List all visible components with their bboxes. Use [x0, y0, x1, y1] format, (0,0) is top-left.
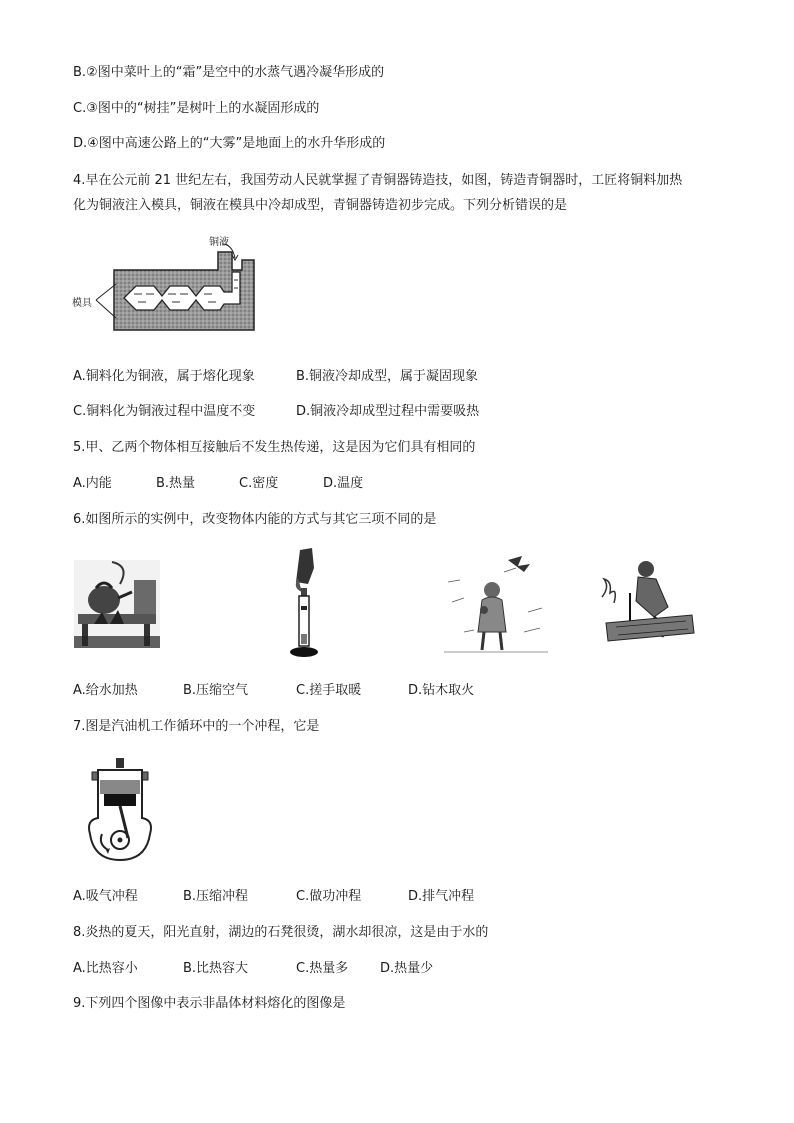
q7-option-a: A.吸气冲程	[73, 889, 138, 904]
q4-figure-label-liquid: 铜液	[209, 237, 229, 248]
q6-figure-compressing-air	[282, 548, 326, 660]
q7-option-d: D.排气冲程	[408, 889, 475, 904]
q7-engine-figure	[84, 758, 156, 862]
q5-option-a: A.内能	[73, 476, 112, 491]
q5-stem: 5.甲、乙两个物体相互接触后不发生热传递，这是因为它们具有相同的	[73, 440, 476, 455]
q8-option-d: D.热量少	[380, 961, 434, 976]
q4-option-a: A.铜料化为铜液，属于熔化现象	[73, 369, 255, 384]
q8-option-a: A.比热容小	[73, 961, 138, 976]
q4-stem-line2: 化为铜液注入模具，铜液在模具中冷却成型，青铜器铸造初步完成。下列分析错误的是	[73, 198, 568, 213]
q4-option-b: B.铜液冷却成型，属于凝固现象	[296, 369, 479, 384]
q4-option-c: C.铜料化为铜液过程中温度不变	[73, 404, 256, 419]
q7-stem: 7.图是汽油机工作循环中的一个冲程，它是	[73, 719, 320, 734]
q6-stem: 6.如图所示的实例中，改变物体内能的方式与其它三项不同的是	[73, 512, 437, 527]
q8-stem: 8.炎热的夏天，阳光直射，湖边的石凳很烫，湖水却很凉，这是由于水的	[73, 925, 489, 940]
q8-option-b: B.比热容大	[183, 961, 249, 976]
q4-mold-figure	[72, 230, 262, 340]
q6-figure-drilling-wood	[596, 557, 696, 649]
q6-option-d: D.钻木取火	[408, 683, 475, 698]
q6-option-c: C.搓手取暖	[296, 683, 362, 698]
q5-option-d: D.温度	[323, 476, 364, 491]
q6-option-a: A.给水加热	[73, 683, 138, 698]
q3-option-c: C.③图中的“树挂”是树叶上的水凝固形成的	[73, 101, 320, 116]
q3-option-b: B.②图中菜叶上的“霜”是空中的水蒸气遇冷凝华形成的	[73, 65, 385, 80]
q6-figure-rubbing-hands	[444, 552, 548, 656]
q6-figure-heating-water	[74, 560, 160, 648]
q4-figure-label-mold: 模具	[72, 298, 92, 309]
q6-option-b: B.压缩空气	[183, 683, 249, 698]
q3-option-d: D.④图中高速公路上的“大雾”是地面上的水升华形成的	[73, 136, 386, 151]
q7-option-b: B.压缩冲程	[183, 889, 249, 904]
q7-option-c: C.做功冲程	[296, 889, 362, 904]
q8-option-c: C.热量多	[296, 961, 349, 976]
q4-stem-line1: 4.早在公元前 21 世纪左右，我国劳动人民就掌握了青铜器铸造技，如图，铸造青铜器时，工匠将铜料加热	[73, 173, 683, 188]
q9-stem: 9.下列四个图像中表示非晶体材料熔化的图像是	[73, 996, 346, 1011]
q4-option-d: D.铜液冷却成型过程中需要吸热	[296, 404, 480, 419]
q5-option-c: C.密度	[239, 476, 279, 491]
q5-option-b: B.热量	[156, 476, 196, 491]
